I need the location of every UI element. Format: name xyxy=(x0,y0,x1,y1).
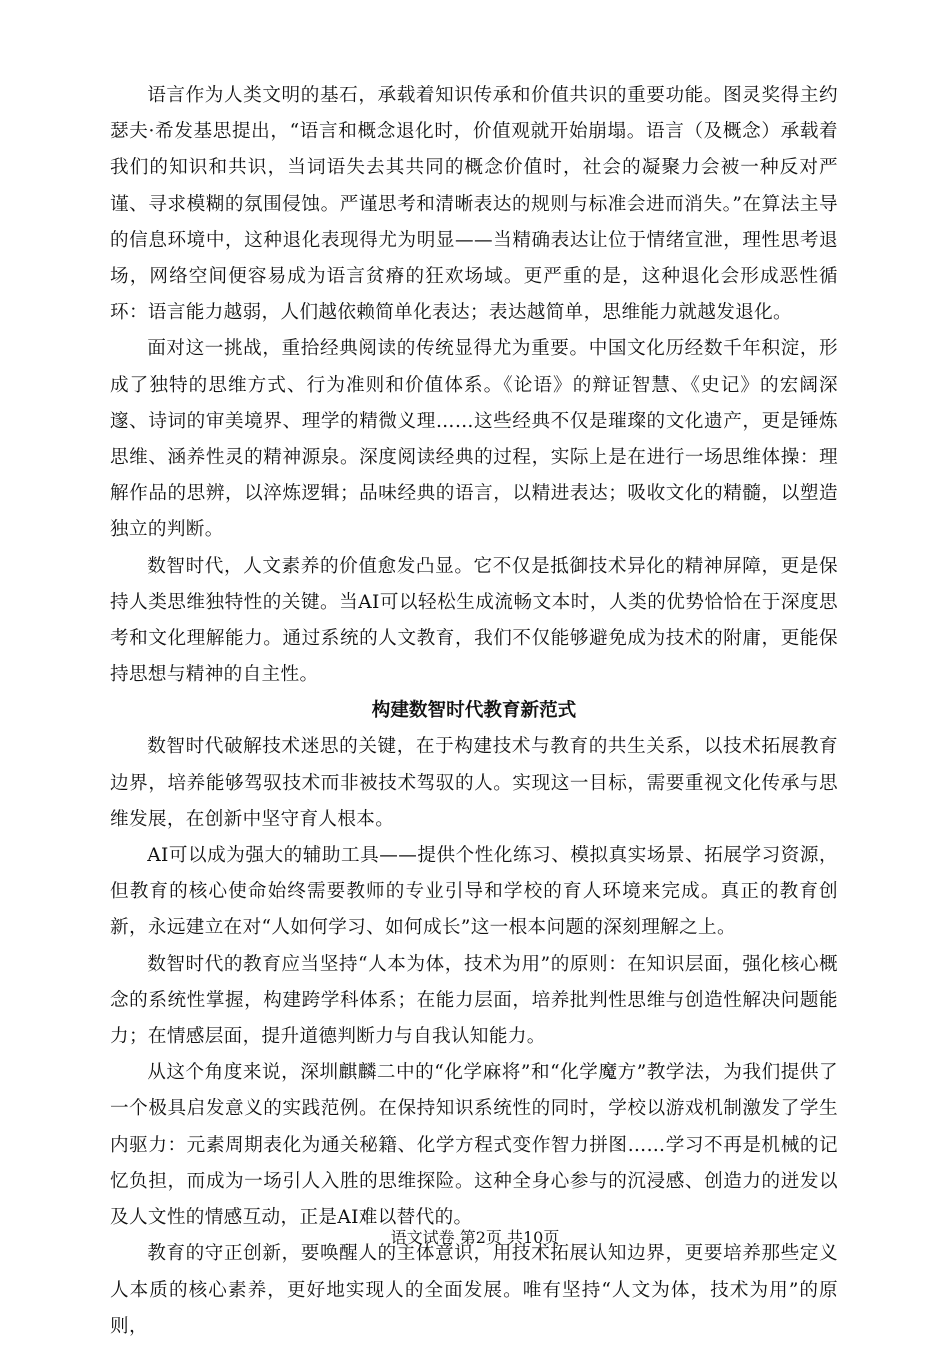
paragraph-case-study: 从这个角度来说，深圳麒麟二中的“化学麻将”和“化学魔方”教学法，为我们提供了一个极具启发意义的实践范例。在保持知识系统性的同时，学校以游戏机制激发了学生内驱力：元素周期表化为通关秘籍、化学方程式变作智力拼图……学习不再是机械的记忆负担，而成为一场引人入胜的思维探险。这种全身心参与的沉浸感、创造力的迸发以及人文性的情感互动，正是AI难以替代的。 xyxy=(110,1062,838,1229)
section-heading: 构建数智时代教育新范式 xyxy=(371,700,577,722)
paragraph-symbiosis: 数智时代破解技术迷思的关键，在于构建技术与教育的共生关系，以技术拓展教育边界，培养能够驾驭技术而非被技术驾驭的人。实现这一目标，需要重视文化传承与思维发展，在创新中坚守育人根本。 xyxy=(110,736,838,830)
page-footer: 语文试卷 第2页 共10页 xyxy=(390,1228,560,1247)
paragraph-innovation: 教育的守正创新，要唤醒人的主体意识，用技术拓展认知边界，更要培养那些定义人本质的核心素养，更好地实现人的全面发展。唯有坚持“人文为体，技术为用”的原则， xyxy=(110,1243,838,1337)
paragraph-language-foundation: 语言作为人类文明的基石，承载着知识传承和价值共识的重要功能。图灵奖得主约瑟夫·希发基思提出，“语言和概念退化时，价值观就开始崩塌。语言（及概念）承载着我们的知识和共识，当词语失去其共同的概念价值时，社会的凝聚力会被一种反对严谨、寻求模糊的氛围侵蚀。严谨思考和清晰表达的规则与标准会进而消失。”在算法主导的信息环境中，这种退化表现得尤为明显——当精确表达让位于情绪宣泄，理性思考退场，网络空间便容易成为语言贫瘠的狂欢场域。更严重的是，这种退化会形成恶性循环：语言能力越弱，人们越依赖简单化表达；表达越简单，思维能力就越发退化。 xyxy=(110,85,838,324)
paragraph-classic-reading: 面对这一挑战，重拾经典阅读的传统显得尤为重要。中国文化历经数千年积淀，形成了独特的思维方式、行为准则和价值体系。《论语》的辩证智慧、《史记》的宏阔深邃、诗词的审美境界、理学的精微义理……这些经典不仅是璀璨的文化遗产，更是锤炼思维、涵养性灵的精神源泉。深度阅读经典的过程，实际上是在进行一场思维体操：理解作品的思辨，以淬炼逻辑；品味经典的语言，以精进表达；吸收文化的精髓，以塑造独立的判断。 xyxy=(110,338,838,541)
document-body xyxy=(110,78,838,1345)
paragraph-principles: 数智时代的教育应当坚持“人本为体，技术为用”的原则：在知识层面，强化核心概念的系统性掌握，构建跨学科体系；在能力层面，培养批判性思维与创造性解决问题能力；在情感层面，提升道德判断力与自我认知能力。 xyxy=(110,953,838,1048)
paragraph-ai-tool: AI可以成为强大的辅助工具——提供个性化练习、模拟真实场景、拓展学习资源，但教育的核心使命始终需要教师的专业引导和学校的育人环境来完成。真正的教育创新，永远建立在对“人如何学习、如何成长”这一根本问题的深刻理解之上。 xyxy=(110,845,838,939)
paragraph-humanities-value: 数智时代，人文素养的价值愈发凸显。它不仅是抵御技术异化的精神屏障，更是保持人类思维独特性的关键。当AI可以轻松生成流畅文本时，人类的优势恰恰在于深度思考和文化理解能力。通过系统的人文教育，我们不仅能够避免成为技术的附庸，更能保持思想与精神的自主性。 xyxy=(110,555,838,686)
